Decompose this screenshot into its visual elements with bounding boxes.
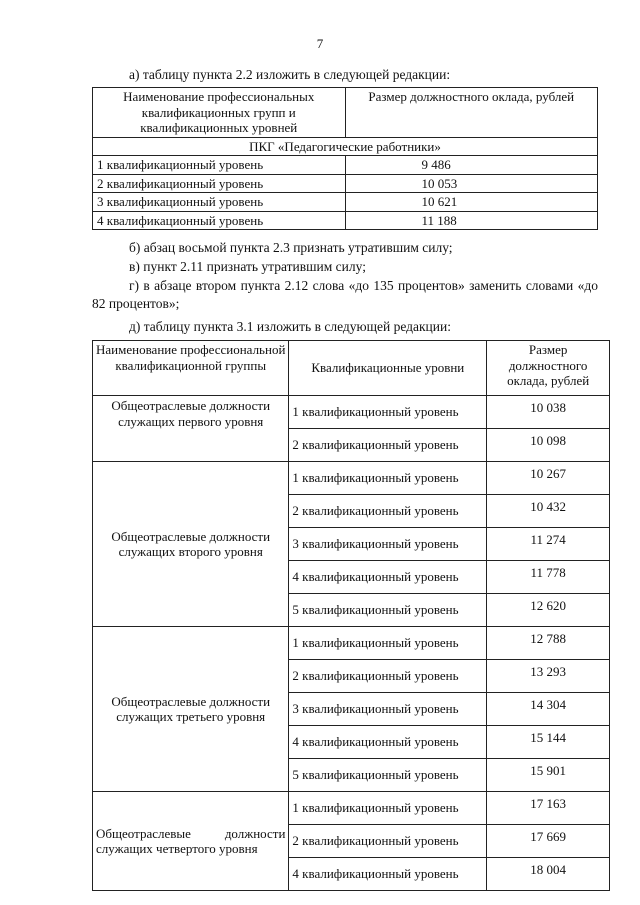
salary-cell: 12 620 [487, 594, 610, 627]
header-cell-levels: Квалификационные уровни [289, 341, 487, 396]
level-cell: 1 квалификационный уровень [289, 792, 487, 825]
table-row [93, 193, 598, 212]
table-header-row [93, 88, 598, 138]
header-cell-group: Наименование профессиональной квалификационной группы [93, 341, 289, 396]
level-cell: 1 квалификационный уровень [289, 396, 487, 429]
salary-table-general-positions [92, 340, 610, 891]
paragraph-v: в) пункт 2.11 признать утратившим силу; [129, 259, 366, 274]
group-name-cell: Общеотраслевые должности служащих четвертого уровня [93, 792, 289, 891]
level-cell: 4 квалификационный уровень [289, 726, 487, 759]
salary-cell: 11 188 [345, 211, 598, 230]
level-cell: 1 квалификационный уровень [93, 156, 346, 175]
salary-cell: 17 669 [487, 825, 610, 858]
table-group-row [93, 137, 598, 156]
table-row [93, 156, 598, 175]
group-name-cell: ПКГ «Педагогические работники» [93, 137, 598, 156]
table-header-row [93, 341, 610, 396]
table-row [93, 396, 610, 429]
level-cell: 2 квалификационный уровень [289, 825, 487, 858]
salary-cell: 10 267 [487, 462, 610, 495]
level-cell: 5 квалификационный уровень [289, 594, 487, 627]
header-cell-salary: Размер должностного оклада, рублей [487, 341, 610, 396]
page-number: 7 [316, 36, 324, 51]
level-cell: 2 квалификационный уровень [289, 429, 487, 462]
salary-cell: 12 788 [487, 627, 610, 660]
level-cell: 2 квалификационный уровень [289, 495, 487, 528]
level-cell: 3 квалификационный уровень [289, 528, 487, 561]
header-cell-groups: Наименование профессиональных квалификационных групп и квалификационных уровней [93, 88, 346, 138]
salary-cell: 15 901 [487, 759, 610, 792]
paragraph-g: г) в абзаце втором пункта 2.12 слова «до 135 процентов» заменить словами «до 82 процентов»; [92, 278, 598, 311]
level-cell: 2 квалификационный уровень [93, 174, 346, 193]
salary-cell: 15 144 [487, 726, 610, 759]
level-cell: 1 квалификационный уровень [289, 627, 487, 660]
table-row [93, 174, 598, 193]
level-cell: 5 квалификационный уровень [289, 759, 487, 792]
level-cell: 4 квалификационный уровень [289, 561, 487, 594]
salary-cell: 11 778 [487, 561, 610, 594]
group-name-cell: Общеотраслевые должности служащих третьего уровня [93, 627, 289, 792]
salary-cell: 18 004 [487, 858, 610, 891]
salary-cell: 13 293 [487, 660, 610, 693]
paragraph-d: д) таблицу пункта 3.1 изложить в следующей редакции: [129, 319, 451, 334]
level-cell: 2 квалификационный уровень [289, 660, 487, 693]
table-row [93, 462, 610, 495]
header-cell-salary: Размер должностного оклада, рублей [345, 88, 598, 138]
group-name-cell: Общеотраслевые должности служащих второго уровня [93, 462, 289, 627]
salary-cell: 10 621 [345, 193, 598, 212]
level-cell: 4 квалификационный уровень [93, 211, 346, 230]
salary-table-pkg-teachers [92, 87, 598, 230]
salary-cell: 10 432 [487, 495, 610, 528]
salary-cell: 11 274 [487, 528, 610, 561]
salary-cell: 9 486 [345, 156, 598, 175]
table-row [93, 627, 610, 660]
level-cell: 3 квалификационный уровень [93, 193, 346, 212]
salary-cell: 14 304 [487, 693, 610, 726]
table-row [93, 792, 610, 825]
salary-cell: 10 053 [345, 174, 598, 193]
group-name-cell: Общеотраслевые должности служащих первого уровня [93, 396, 289, 462]
level-cell: 3 квалификационный уровень [289, 693, 487, 726]
salary-cell: 10 038 [487, 396, 610, 429]
salary-cell: 17 163 [487, 792, 610, 825]
paragraph-b: б) абзац восьмой пункта 2.3 признать утратившим силу; [129, 240, 453, 255]
level-cell: 1 квалификационный уровень [289, 462, 487, 495]
level-cell: 4 квалификационный уровень [289, 858, 487, 891]
table-row [93, 211, 598, 230]
salary-cell: 10 098 [487, 429, 610, 462]
paragraph-a: а) таблицу пункта 2.2 изложить в следующей редакции: [129, 67, 451, 82]
